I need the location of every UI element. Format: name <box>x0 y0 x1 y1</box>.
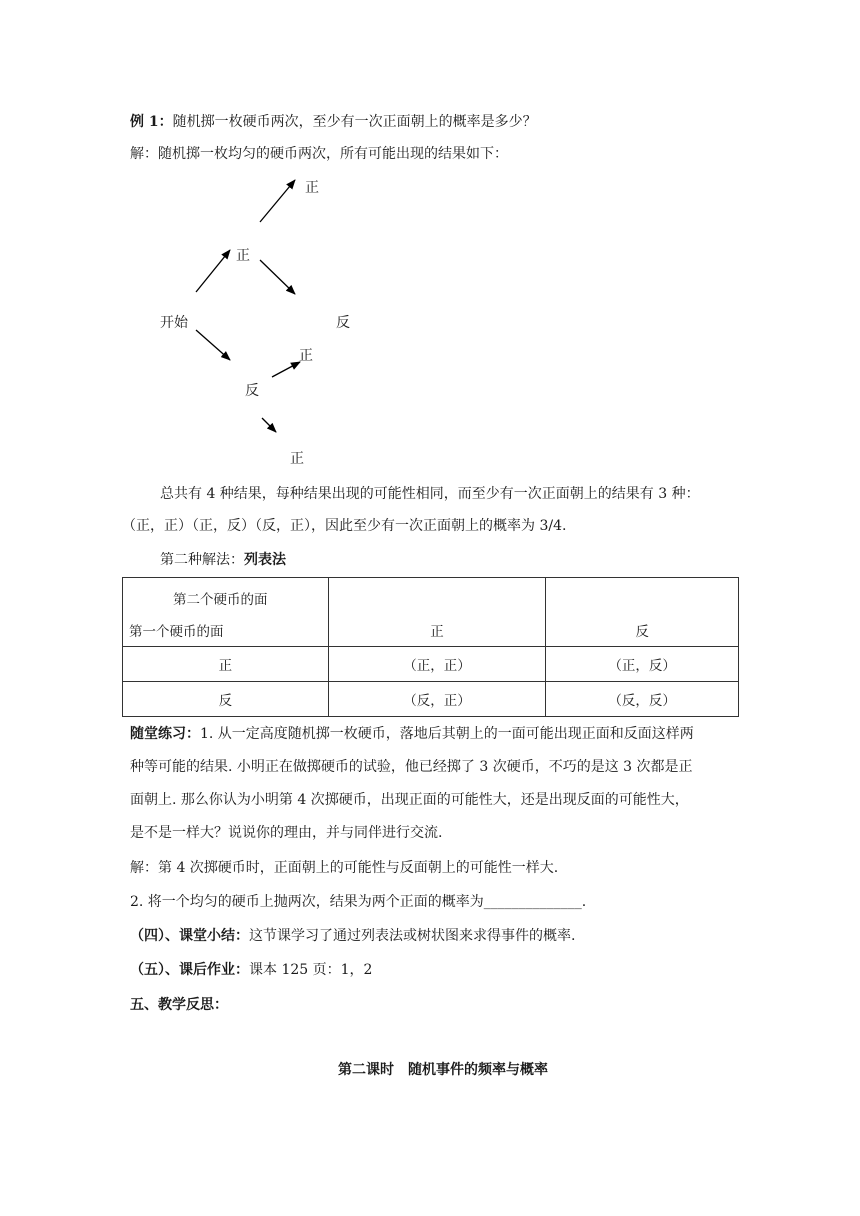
reflection-heading: 五、教学反思： <box>130 997 228 1013</box>
example-label: 例 1： <box>130 114 173 130</box>
summary-label: （四）、课堂小结： <box>130 928 249 944</box>
summary <box>130 926 575 946</box>
homework <box>130 960 372 980</box>
tree-level2-top-heads: 正 <box>305 180 319 196</box>
arrow-start-to-heads <box>196 250 230 292</box>
practice-q1-line-3: 面朝上. 那么你认为小明第 4 次掷硬币，出现正面的可能性大，还是出现反面的可能性大， <box>130 792 689 808</box>
table-row <box>123 647 739 682</box>
corner-bottom-label: 第一个硬币的面 <box>129 624 224 640</box>
tree-start: 开始 <box>160 315 188 331</box>
tree-level1-heads: 正 <box>236 248 250 264</box>
practice-q2: 2. 将一个均匀的硬币上抛两次，结果为两个正面的概率为______________. <box>130 894 587 910</box>
practice-label: 随堂练习： <box>130 726 200 742</box>
table-cell: （正，正） <box>328 647 546 682</box>
corner-top-label: 第二个硬币的面 <box>173 592 268 608</box>
table-header-row <box>123 578 739 647</box>
tree-diagram <box>0 0 860 480</box>
practice-q1-line-1: 随堂练习：1. 从一定高度随机掷一枚硬币，落地后其朝上的一面可能出现正面和反面这样两 <box>130 726 694 742</box>
summary-text: 这节课学习了通过列表法或树状图来求得事件的概率. <box>249 928 576 944</box>
table-col-header: 反 <box>546 578 739 647</box>
table-row <box>123 682 739 717</box>
table-cell: （反，反） <box>546 682 739 717</box>
table-cell: （正，反） <box>546 647 739 682</box>
arrow-heads-to-heads <box>260 180 295 222</box>
conclusion-line-1: 总共有 4 种结果，每种结果出现的可能性相同，而至少有一次正面朝上的结果有 3 种： <box>160 486 700 502</box>
homework-text: 课本 125 页：1，2 <box>249 962 373 978</box>
tree-level2-bottom-heads-a: 正 <box>299 348 313 364</box>
table-row-label: 反 <box>123 682 329 717</box>
arrow-start-to-tails <box>196 330 230 360</box>
homework-label: （五）、课后作业： <box>130 962 249 978</box>
example-question-text: 随机掷一枚硬币两次，至少有一次正面朝上的概率是多少？ <box>172 114 537 130</box>
practice-q1-line-2: 种等可能的结果. 小明正在做掷硬币的试验，他已经掷了 3 次硬币，不巧的是这 3 次都是正 <box>130 759 693 775</box>
table-cell: （反，正） <box>328 682 546 717</box>
method-2-prefix: 第二种解法： <box>160 552 244 568</box>
tree-level2-top-tails: 反 <box>336 315 350 331</box>
tree-level2-bottom-heads-b: 正 <box>290 451 304 467</box>
arrow-heads-to-tails <box>260 260 295 294</box>
practice-answer-1: 解：第 4 次掷硬币时，正面朝上的可能性与反面朝上的可能性一样大. <box>130 860 559 876</box>
practice-q1-line-4: 是不是一样大？说说你的理由，并与同伴进行交流. <box>130 825 443 841</box>
table-row-label: 正 <box>123 647 329 682</box>
probability-table <box>122 577 739 717</box>
solution-intro: 解：随机掷一枚均匀的硬币两次，所有可能出现的结果如下： <box>130 146 508 162</box>
arrow-tails-to-heads <box>272 362 300 377</box>
conclusion-line-2: （正，正）（正，反）（反，正），因此至少有一次正面朝上的概率为 3/4. <box>122 518 567 534</box>
tree-level1-tails: 反 <box>245 383 259 399</box>
table-corner-cell <box>123 578 329 647</box>
next-section-title: 第二课时 随机事件的频率与概率 <box>338 1062 548 1078</box>
table-col-header: 正 <box>328 578 546 647</box>
arrow-tails-to-second <box>262 418 276 432</box>
method-2-name: 列表法 <box>244 552 286 568</box>
method-2-heading <box>160 550 286 570</box>
